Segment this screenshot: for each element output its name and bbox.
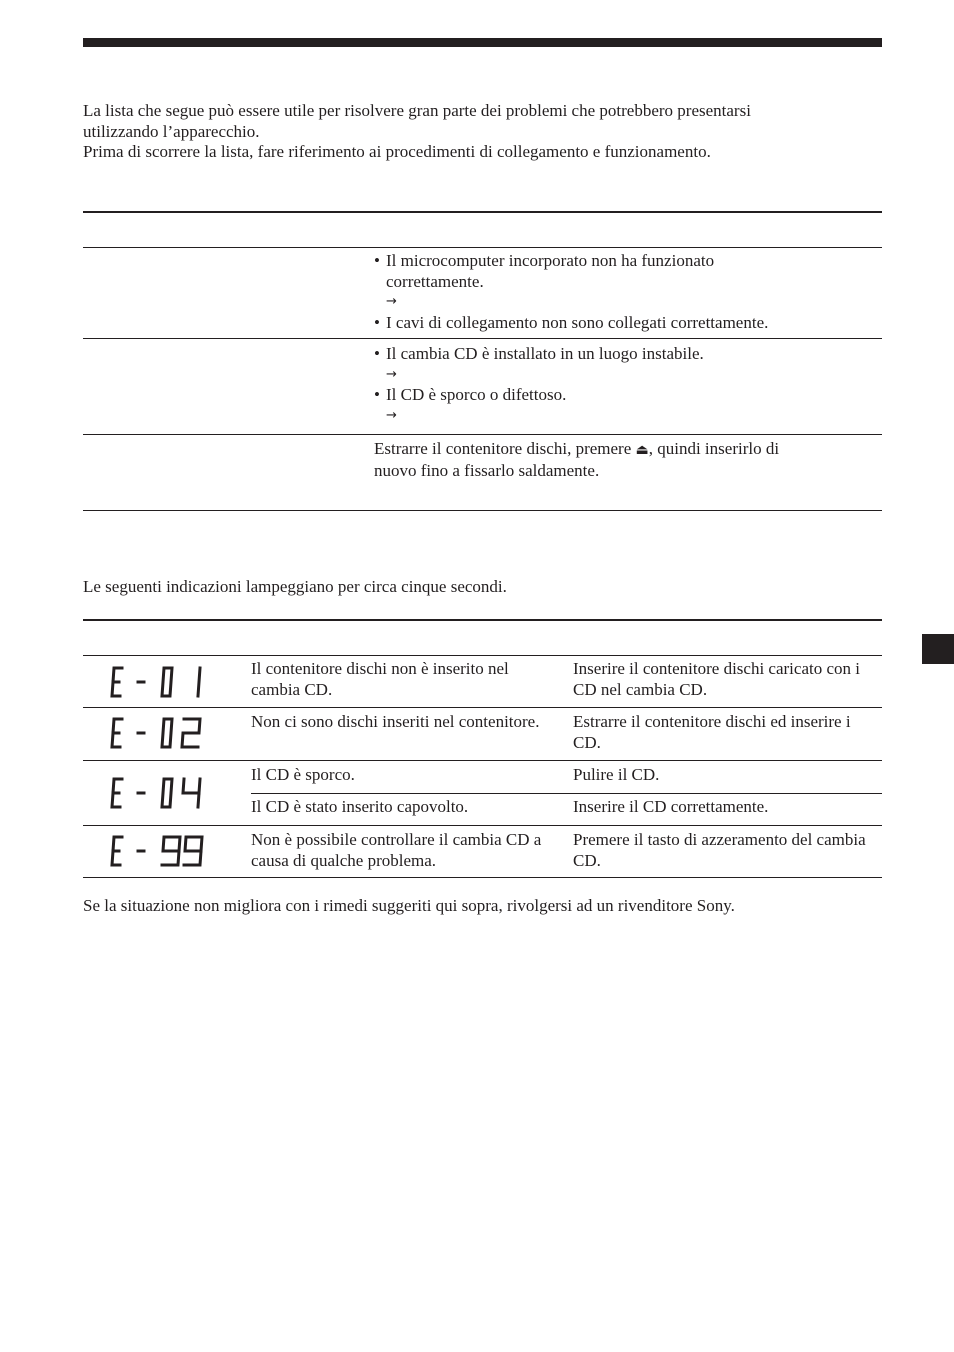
table-bottom-rule [83, 510, 882, 511]
error-cause: Il CD è sporco. [251, 765, 355, 784]
cause-item: • I cavi di collegamento non sono collegati correttamente. [374, 313, 864, 334]
row-divider [83, 760, 882, 761]
row-divider [83, 825, 882, 826]
arrow-icon: → [386, 366, 397, 382]
table-top-rule [83, 211, 882, 213]
error-remedy: Premere il tasto di azzeramento del cambia CD. [573, 830, 866, 870]
error-cause: Non è possibile controllare il cambia CD a causa di qualche problema. [251, 830, 542, 870]
arrow-icon: → [386, 407, 397, 423]
section-tab [922, 634, 954, 664]
trouble-row-3-remedy: Estrarre il contenitore dischi, premere ⏏, quindi inserirlo di nuovo fino a fissarlo saldamente. [374, 439, 780, 480]
trouble-row-2-causes [374, 344, 864, 426]
error-remedy: Estrarre il contenitore dischi ed inserire i CD. [573, 712, 851, 752]
intro-line-1: La lista che segue può essere utile per risolvere gran parte dei problemi che potrebbero presentarsi [83, 101, 751, 120]
top-rule [83, 38, 882, 47]
intro-line-2: utilizzando l’apparecchio. [83, 121, 260, 141]
error-cause: Il contenitore dischi non è inserito nel cambia CD. [251, 659, 509, 699]
error-table-top-rule [83, 619, 882, 621]
error-code-e04-display [108, 776, 208, 810]
error-table-header-rule [83, 655, 882, 656]
errors-intro: Le seguenti indicazioni lampeggiano per circa cinque secondi. [83, 577, 507, 596]
table-header-rule [83, 247, 882, 248]
error-cause: Non ci sono dischi inseriti nel contenitore. [251, 712, 540, 731]
footer-note: Se la situazione non migliora con i rimedi suggeriti qui sopra, rivolgersi ad un rivenditore Sony. [83, 896, 735, 915]
error-remedy: Inserire il contenitore dischi caricato con i CD nel cambia CD. [573, 659, 860, 699]
error-code-e01-display [108, 665, 208, 699]
row-divider [83, 707, 882, 708]
eject-icon: ⏏ [635, 442, 649, 458]
row-divider [83, 434, 882, 435]
error-remedy: Pulire il CD. [573, 765, 660, 784]
error-code-e99-display [108, 834, 208, 868]
cause-item: • Il microcomputer incorporato non ha funzionato correttamente. [374, 251, 864, 292]
arrow-icon: → [386, 294, 397, 309]
error-cause: Il CD è stato inserito capovolto. [251, 797, 469, 816]
cause-item: • Il CD è sporco o difettoso. [374, 385, 864, 406]
error-code-e02-display [108, 716, 208, 750]
trouble-row-1-causes [374, 251, 864, 333]
sub-row-divider [251, 793, 882, 794]
error-remedy: Inserire il CD correttamente. [573, 797, 769, 816]
cause-item: • Il cambia CD è installato in un luogo instabile. [374, 344, 864, 365]
row-divider [83, 338, 882, 339]
intro-line-3: Prima di scorrere la lista, fare riferimento ai procedimenti di collegamento e funzionamento. [83, 142, 711, 161]
error-table-bottom-rule [83, 877, 882, 878]
intro-text [83, 101, 883, 163]
